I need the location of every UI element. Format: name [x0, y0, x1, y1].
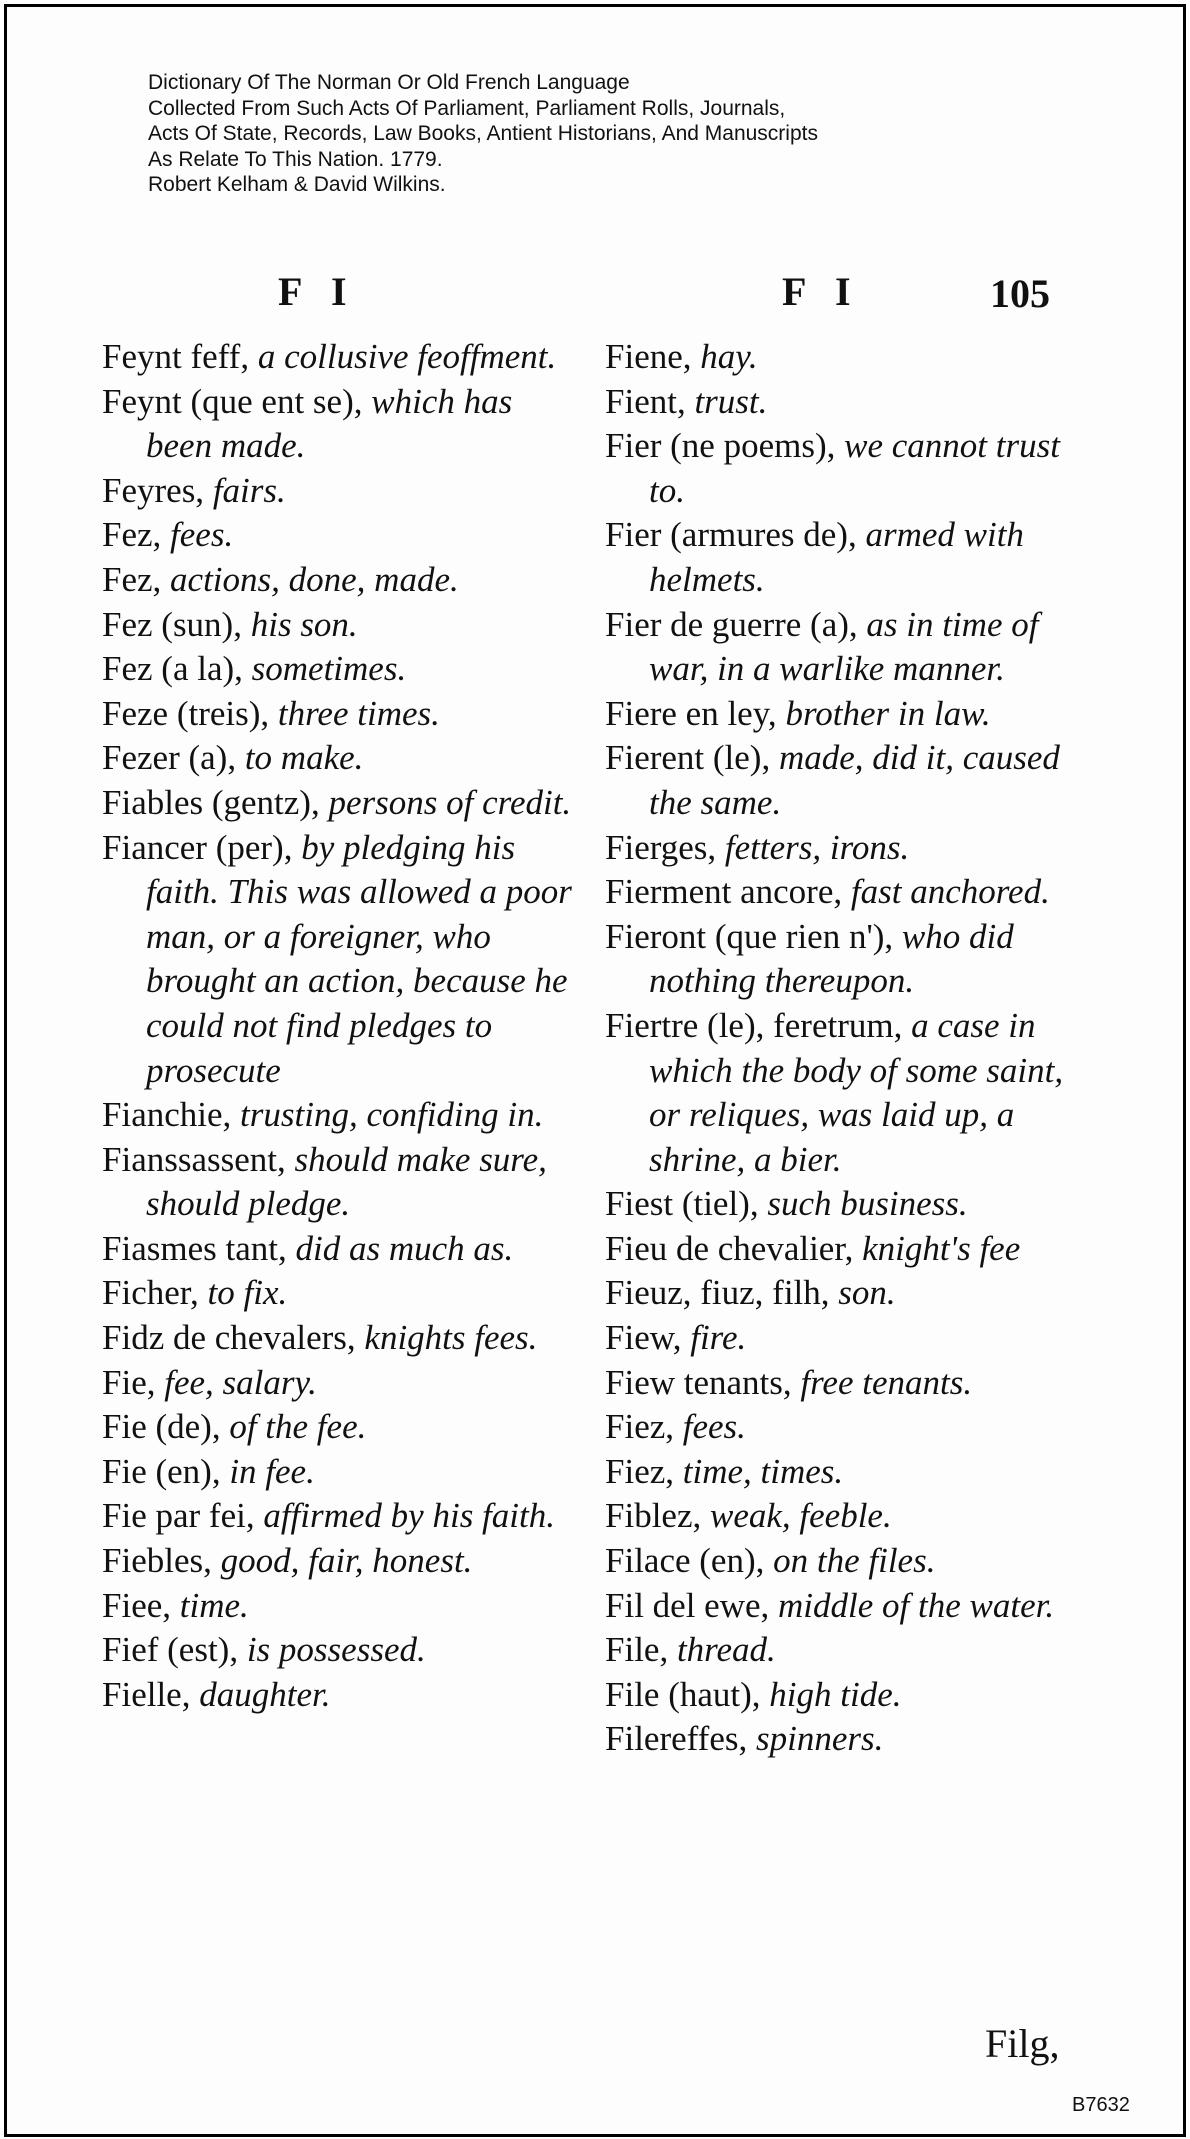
- definition: time, times.: [682, 1451, 844, 1491]
- definition: spinners.: [755, 1719, 884, 1759]
- headword: Filace (en),: [605, 1541, 765, 1581]
- definition: affirmed by his faith.: [263, 1496, 555, 1536]
- definition: who did nothing thereupon.: [649, 916, 1014, 1001]
- dictionary-entry: [605, 603, 1075, 692]
- definition: his son.: [250, 604, 358, 644]
- dictionary-entry: [102, 1093, 582, 1138]
- headword: Fie (de),: [102, 1407, 221, 1447]
- definition: a collusive feoffment.: [257, 337, 557, 376]
- dictionary-entry: [605, 736, 1075, 825]
- headword: Fiez,: [605, 1451, 675, 1491]
- definition: to fix.: [207, 1273, 288, 1313]
- definition: on the files.: [773, 1541, 936, 1581]
- headword: Fieu de chevalier,: [605, 1228, 854, 1268]
- definition: fee, salary.: [164, 1362, 317, 1402]
- definition: sometimes.: [251, 649, 407, 689]
- headword: Fierent (le),: [605, 738, 771, 778]
- headword: Fief (est),: [102, 1630, 239, 1670]
- headword: Fiebles,: [102, 1541, 212, 1581]
- dictionary-entry: [605, 424, 1075, 513]
- definition: should make sure, should pledge.: [146, 1139, 547, 1224]
- headword: Fieuz, fiuz, filh,: [605, 1273, 830, 1313]
- dictionary-entry: [605, 1182, 1075, 1227]
- definition: trust.: [694, 381, 768, 421]
- catchword: Filg,: [985, 2021, 1060, 2066]
- headword: Fiables (gentz),: [102, 782, 320, 822]
- definition: son.: [838, 1273, 896, 1313]
- dictionary-entry: [605, 335, 1075, 380]
- headword: Fient,: [605, 381, 686, 421]
- definition: free tenants.: [800, 1362, 973, 1402]
- headword: Fianssassent,: [102, 1139, 286, 1179]
- headword: Fiasmes tant,: [102, 1228, 287, 1268]
- headword: Fiew tenants,: [605, 1362, 792, 1402]
- dictionary-entry: [605, 692, 1075, 737]
- definition: knight's fee: [862, 1228, 1021, 1268]
- definition: by pledging his faith. This was allowed a poor man, or a foreigner, who brought an action, because he could not find pledges to prosecute: [146, 827, 572, 1090]
- running-head-left: F I: [278, 269, 357, 314]
- headword: Fiez,: [605, 1407, 675, 1447]
- definition: which has been made.: [146, 381, 513, 466]
- dictionary-entry: [605, 1271, 1075, 1316]
- dictionary-entry: [605, 1673, 1075, 1718]
- headword: Fiew,: [605, 1318, 682, 1358]
- dictionary-entry: [102, 781, 582, 826]
- definition: three times.: [277, 693, 440, 733]
- reference-code: B7632: [1072, 2094, 1130, 2116]
- dictionary-entry: [605, 1227, 1075, 1272]
- dictionary-entry: [102, 1316, 582, 1361]
- headword: Fezer (a),: [102, 738, 237, 778]
- dictionary-entry: [605, 826, 1075, 871]
- dictionary-entry: [102, 1628, 582, 1673]
- headword: Feynt feff,: [102, 337, 250, 376]
- left-column: [102, 335, 582, 1717]
- citation-line: Collected From Such Acts Of Parliament, Parliament Rolls, Journals,: [148, 96, 786, 120]
- definition: daughter.: [199, 1674, 331, 1714]
- page-number: 105: [990, 271, 1050, 316]
- definition: a case in which the body of some saint, or reliques, was laid up, a shrine, a bier.: [649, 1005, 1064, 1179]
- headword: Fieront (que rien n'),: [605, 916, 894, 956]
- dictionary-entry: [605, 1584, 1075, 1629]
- dictionary-entry: [605, 1494, 1075, 1539]
- dictionary-entry: [102, 1227, 582, 1272]
- headword: Fiertre (le), feretrum,: [605, 1005, 903, 1045]
- dictionary-entry: [102, 647, 582, 692]
- dictionary-entry: [102, 826, 582, 1094]
- dictionary-entry: [102, 335, 582, 380]
- definition: weak, feeble.: [709, 1496, 892, 1536]
- dictionary-entry: [605, 513, 1075, 602]
- headword: Feze (treis),: [102, 693, 270, 733]
- dictionary-entry: [605, 380, 1075, 425]
- definition: fire.: [690, 1318, 747, 1358]
- citation-line: Acts Of State, Records, Law Books, Antient Historians, And Manuscripts: [148, 122, 818, 145]
- headword: Fie par fei,: [102, 1496, 255, 1536]
- definition: trusting, confiding in.: [240, 1095, 544, 1135]
- headword: Fier (ne poems),: [605, 426, 836, 466]
- headword: Fie,: [102, 1362, 156, 1402]
- source-citation: [148, 70, 818, 198]
- definition: fees.: [170, 515, 234, 555]
- headword: Filereffes,: [605, 1719, 748, 1759]
- definition: such business.: [767, 1184, 968, 1224]
- definition: persons of credit.: [328, 782, 572, 822]
- dictionary-entry: [102, 558, 582, 603]
- dictionary-entry: [605, 915, 1075, 1004]
- dictionary-entry: [605, 1405, 1075, 1450]
- headword: Fez (sun),: [102, 604, 242, 644]
- dictionary-entry: [102, 380, 582, 469]
- definition: thread.: [676, 1630, 776, 1670]
- headword: Fez,: [102, 515, 162, 555]
- definition: fetters, irons.: [724, 827, 910, 867]
- definition: time.: [179, 1585, 249, 1625]
- right-column: [605, 335, 1075, 1762]
- dictionary-entry: [605, 1450, 1075, 1495]
- definition: actions, done, made.: [170, 559, 459, 599]
- headword: File (haut),: [605, 1674, 761, 1714]
- definition: did as much as.: [295, 1228, 514, 1268]
- definition: hay.: [700, 337, 758, 376]
- dictionary-entry: [605, 1539, 1075, 1584]
- definition: in fee.: [229, 1451, 315, 1491]
- headword: Fierment ancore,: [605, 872, 843, 912]
- definition: high tide.: [769, 1674, 902, 1714]
- definition: we cannot trust to.: [649, 426, 1060, 510]
- headword: Fier de guerre (a),: [605, 604, 858, 644]
- dictionary-entry: [102, 1450, 582, 1495]
- headword: Fierges,: [605, 827, 717, 867]
- dictionary-entry: [102, 1673, 582, 1718]
- definition: middle of the water.: [778, 1585, 1055, 1625]
- dictionary-entry: [605, 1717, 1075, 1762]
- definition: as in time of war, in a warlike manner.: [649, 604, 1039, 689]
- headword: Fidz de chevalers,: [102, 1318, 356, 1358]
- definition: fast anchored.: [850, 872, 1050, 912]
- headword: Ficher,: [102, 1273, 199, 1313]
- dictionary-entry: [102, 603, 582, 648]
- headword: Fianchie,: [102, 1095, 232, 1135]
- dictionary-entry: [605, 1316, 1075, 1361]
- dictionary-entry: [605, 870, 1075, 915]
- dictionary-entry: [102, 1138, 582, 1227]
- definition: made, did it, caused the same.: [649, 738, 1060, 822]
- citation-line: As Relate To This Nation. 1779.: [148, 147, 443, 171]
- citation-line: Dictionary Of The Norman Or Old French Language: [148, 71, 630, 94]
- headword: Fie (en),: [102, 1451, 221, 1491]
- headword: Fiest (tiel),: [605, 1184, 759, 1224]
- headword: Fiancer (per),: [102, 827, 293, 867]
- definition: to make.: [244, 738, 364, 778]
- definition: fairs.: [212, 470, 286, 510]
- dictionary-entry: [102, 1271, 582, 1316]
- headword: Fiene,: [605, 337, 692, 376]
- definition: is possessed.: [246, 1630, 426, 1670]
- headword: File,: [605, 1630, 669, 1670]
- definition: brother in law.: [785, 693, 991, 733]
- dictionary-entry: [102, 1405, 582, 1450]
- definition: armed with helmets.: [649, 515, 1024, 599]
- definition: knights fees.: [364, 1318, 538, 1358]
- headword: Fielle,: [102, 1674, 191, 1714]
- headword: Feyres,: [102, 470, 205, 510]
- headword: Feynt (que ent se),: [102, 381, 363, 421]
- definition: of the fee.: [229, 1407, 367, 1447]
- definition: good, fair, honest.: [220, 1541, 473, 1581]
- dictionary-entry: [605, 1361, 1075, 1406]
- dictionary-entry: [605, 1628, 1075, 1673]
- dictionary-entry: [605, 1004, 1075, 1182]
- dictionary-entry: [102, 736, 582, 781]
- dictionary-entry: [102, 1539, 582, 1584]
- headword: Fil del ewe,: [605, 1585, 770, 1625]
- running-head-right: F I: [782, 269, 861, 314]
- dictionary-entry: [102, 692, 582, 737]
- dictionary-entry: [102, 469, 582, 514]
- citation-line: Robert Kelham & David Wilkins.: [148, 173, 446, 196]
- headword: Fez,: [102, 559, 162, 599]
- dictionary-entry: [102, 1494, 582, 1539]
- headword: Fiblez,: [605, 1496, 702, 1536]
- dictionary-entry: [102, 1584, 582, 1629]
- definition: fees.: [682, 1407, 746, 1447]
- headword: Fiere en ley,: [605, 693, 777, 733]
- headword: Fez (a la),: [102, 649, 243, 689]
- dictionary-entry: [102, 1361, 582, 1406]
- headword: Fiee,: [102, 1585, 172, 1625]
- dictionary-entry: [102, 513, 582, 558]
- headword: Fier (armures de),: [605, 515, 857, 555]
